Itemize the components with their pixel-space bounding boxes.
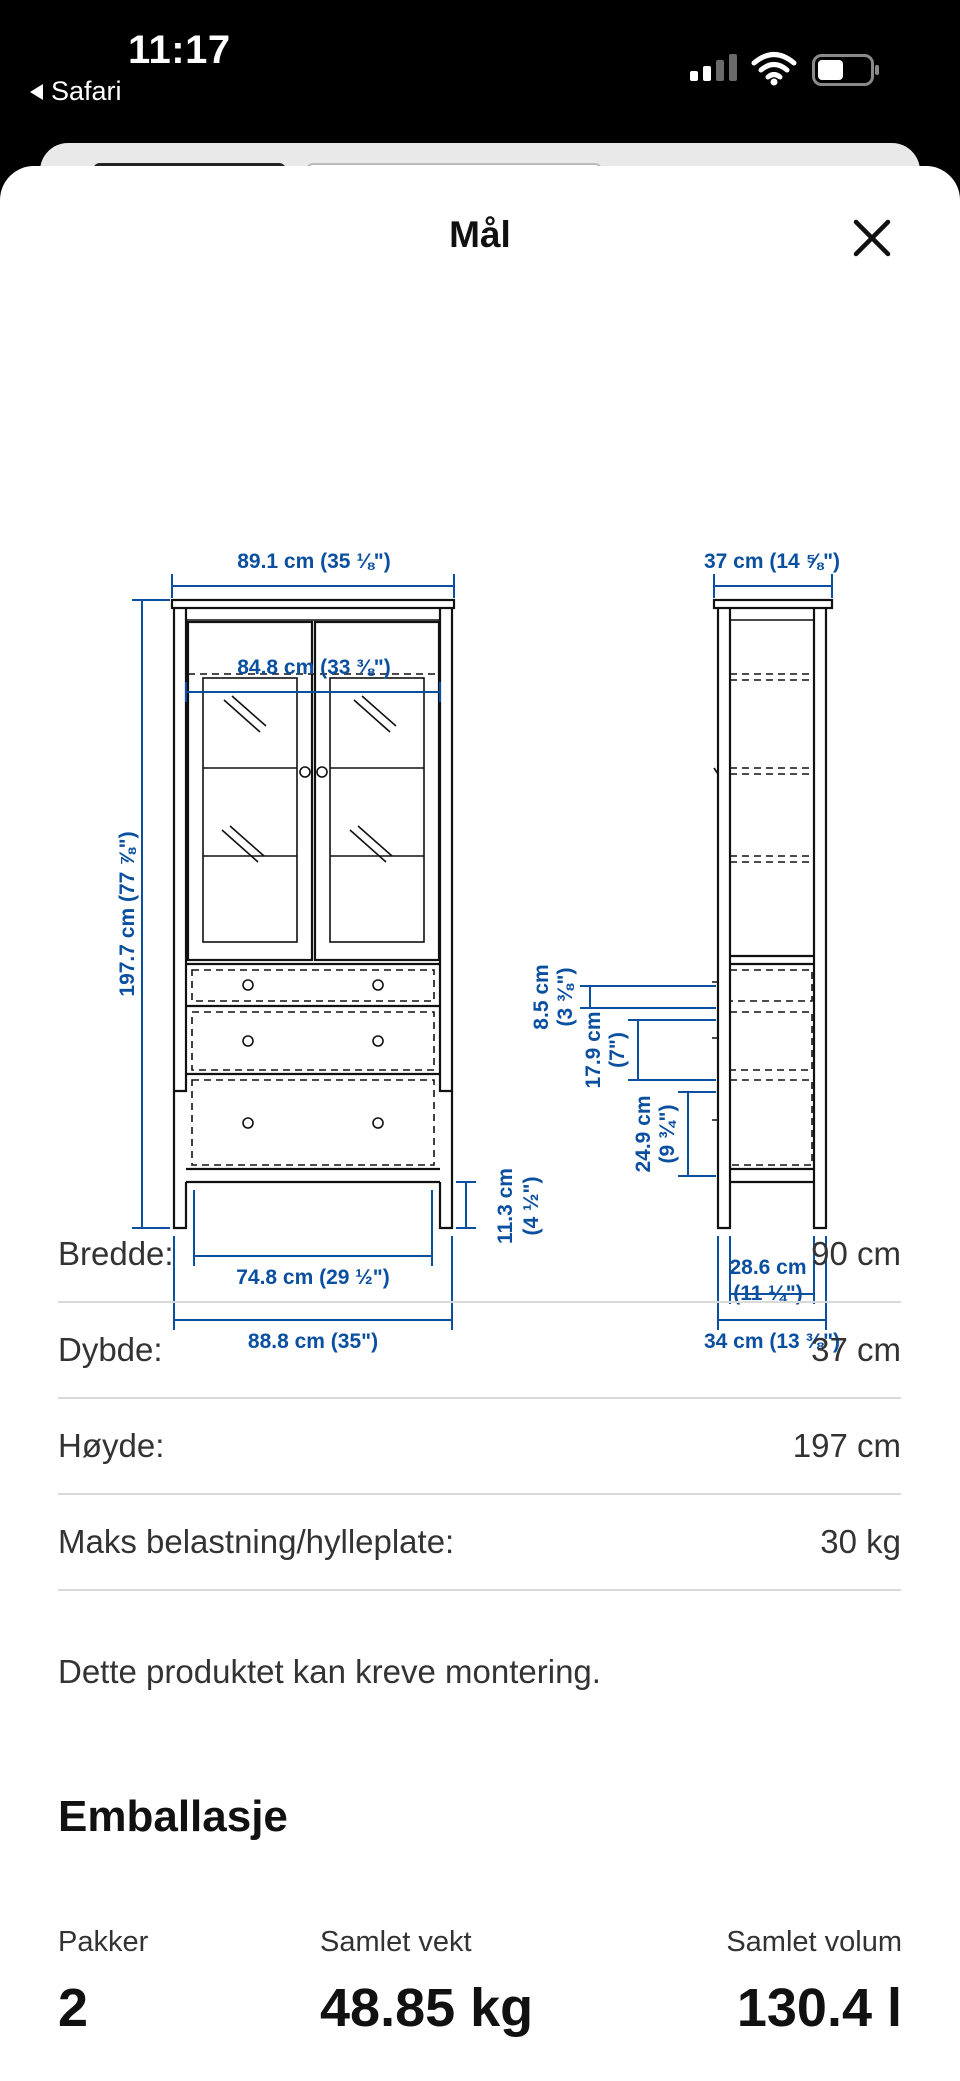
spec-value: 37 cm: [811, 1331, 901, 1368]
side-drawer3-label: 24.9 cm: [632, 1095, 655, 1173]
battery-icon: [812, 54, 882, 86]
volume-value: 130.4 l: [736, 1978, 902, 2038]
spec-label: Høyde:: [58, 1427, 165, 1464]
side-drawer2-label: 17.9 cm: [582, 1011, 605, 1089]
back-label: Safari: [51, 76, 122, 106]
side-drawer3-inch-label: (9 ¾"): [656, 1104, 679, 1164]
close-icon[interactable]: [850, 216, 894, 260]
side-drawer1-label: 8.5 cm: [530, 964, 553, 1030]
packages-value: 2: [58, 1978, 89, 2038]
wifi-icon: [752, 52, 796, 86]
weight-value: 48.85 kg: [320, 1978, 534, 2038]
front-inner-width-label: 84.8 cm (33 ⅜"): [237, 656, 391, 679]
back-arrow-icon: [30, 84, 43, 100]
spec-row-width: [58, 1207, 901, 1303]
front-leg-height-label: 11.3 cm: [494, 1168, 517, 1244]
front-inner-bottom-width-label: 74.8 cm (29 ½"): [236, 1266, 390, 1289]
spec-value: 197 cm: [792, 1427, 901, 1464]
cellular-signal-icon: [690, 54, 737, 81]
status-time: 11:17: [128, 28, 231, 72]
spec-label: Maks belastning/hylleplate:: [58, 1523, 455, 1560]
side-drawer1-inch-label: (3 ⅜"): [554, 967, 577, 1027]
spec-label: Dybde:: [58, 1331, 163, 1368]
weight-stat: [320, 1926, 533, 2039]
side-bottom-depth-label: 34 cm (13 ⅜"): [703, 1330, 841, 1353]
front-view-drawing: [172, 600, 454, 1228]
front-leg-height-inch-label: (4 ½"): [520, 1176, 543, 1236]
back-to-safari-button[interactable]: [30, 76, 122, 107]
volume-label: Samlet volum: [726, 1926, 902, 1958]
side-inner-depth-inch-label: (11 ¼"): [733, 1282, 803, 1305]
packages-stat: [58, 1926, 148, 2039]
side-drawer2-inch-label: (7"): [606, 1032, 629, 1068]
side-view-drawing: [712, 600, 832, 1228]
spec-row-height: [58, 1399, 901, 1495]
weight-label: Samlet vekt: [320, 1926, 472, 1958]
side-top-depth-label: 37 cm (14 ⅝"): [703, 550, 841, 573]
front-bottom-width-label: 88.8 cm (35"): [247, 1330, 379, 1353]
spec-row-max-load: [58, 1495, 901, 1591]
spec-value: 90 cm: [811, 1235, 901, 1272]
packages-label: Pakker: [58, 1926, 149, 1958]
spec-row-depth: [58, 1303, 901, 1399]
sheet-title: Mål: [449, 214, 511, 255]
front-height-label: 197.7 cm (77 ⅞"): [116, 831, 139, 997]
dimensions-sheet: [0, 166, 960, 2081]
packaging-title: Emballasje: [58, 1792, 288, 1841]
assembly-note: Dette produktet kan kreve montering.: [58, 1653, 601, 1690]
status-bar: [0, 0, 960, 140]
spec-value: 30 kg: [820, 1523, 901, 1560]
front-top-width-label: 89.1 cm (35 ⅛"): [237, 550, 391, 573]
spec-list: [58, 1207, 901, 1591]
side-inner-depth-label: 28.6 cm: [729, 1256, 807, 1279]
spec-label: Bredde:: [58, 1235, 174, 1272]
volume-stat: [726, 1926, 902, 2039]
